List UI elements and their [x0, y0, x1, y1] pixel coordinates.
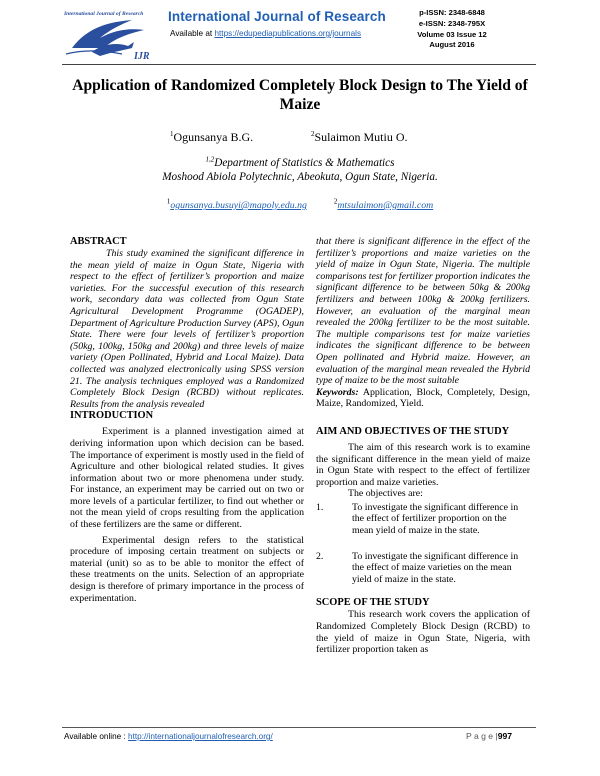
right-column	[316, 236, 530, 656]
logo-mark: IJR	[134, 51, 150, 62]
author-1-affiliation: 1	[170, 130, 174, 138]
p-issn: p-ISSN: 2348-6848	[419, 8, 485, 17]
page-indicator	[466, 731, 512, 741]
page-number: 997	[497, 731, 513, 741]
scope-text: This research work covers the application of Randomized Completely Block Design (RCBD) to the yield of maize in Ogun State, Nigeria, with fertilizer proportion taken as	[316, 609, 530, 656]
availability-line	[170, 29, 361, 38]
footer-availability	[64, 732, 273, 741]
abstract-text: This study examined the significant difference in the mean yield of maize in Ogun State, Nigeria with respect to the effect of fertilizer’s proportion and maize varieties. For the successful execution of this research work, secondary data was collected from Ogun State Agricultural Development Programme (OGADEP), Department of Agriculture Production Survey (APS), Ogun State. There were four levels of fertilizer’s proportion (50kg, 100kg, 150kg and 200kg) and three levels of maize variety (Open Pollinated, Hybrid and Local Maize). Data collected was analyzed electronically using SPSS version 21. The analysis techniques employed was a Randomized Completely Block Design (RCBD) without replicates. Results from the analysis revealed	[70, 248, 304, 410]
logo-graphic	[62, 8, 166, 62]
objective-number: 2.	[316, 550, 324, 562]
header-divider	[62, 64, 536, 65]
author-emails	[80, 197, 520, 211]
available-prefix: Available at	[170, 29, 215, 38]
scope-heading: SCOPE OF THE STUDY	[316, 597, 430, 609]
department-affiliation: 1,2	[205, 155, 215, 164]
abstract-heading: ABSTRACT	[70, 236, 127, 247]
email-2-affiliation: 2	[333, 197, 338, 206]
page-label: P a g e |	[466, 731, 498, 741]
objectives-intro: The objectives are:	[348, 488, 423, 500]
footer-available-label: Available online :	[64, 732, 129, 741]
objective-text: To investigate the significant difference in the effect of maize varieties on the mean yield of maize in the state.	[352, 550, 519, 585]
aim-heading: AIM AND OBJECTIVES OF THE STUDY	[316, 425, 510, 437]
issn-block	[393, 8, 511, 51]
journal-title: International Journal of Research	[168, 9, 386, 24]
keywords	[316, 387, 530, 410]
logo-top-text: International Journal of Research	[64, 11, 144, 17]
objective-item	[316, 502, 530, 537]
e-issn: e-ISSN: 2348-795X	[418, 18, 486, 28]
volume-issue: Volume 03 Issue 12	[417, 29, 487, 39]
objective-number: 1.	[316, 501, 324, 513]
intro-paragraph-2: Experimental design refers to the statistical procedure of imposing certain treatment on subjects or material (unit) so as to be able to monitor the effect of these treatments on the units. Selection of an appropriate design is therefore of primary importance in the process of experimentation.	[70, 534, 304, 604]
keywords-list: Application, Block, Completely, Design, Maize, Randomized, Yield.	[316, 386, 530, 410]
author-2	[311, 130, 408, 145]
left-column	[70, 236, 304, 604]
keywords-label: Keywords:	[316, 386, 359, 398]
author-2-affiliation: 2	[311, 130, 315, 138]
email-1-link[interactable]: ogunsanya.busuyi@mapoly.edu.ng	[170, 200, 307, 211]
author-2-name: Sulaimon Mutiu O.	[314, 130, 408, 144]
introduction-heading: INTRODUCTION	[70, 410, 154, 422]
affiliation-block	[80, 156, 520, 184]
journal-logo	[62, 8, 166, 62]
intro-paragraph-1: Experiment is a planned investigation aimed at deriving information upon which decision can be based. The importance of experiment is mostly used in the field of Agriculture and other biological related studies. It gives information about two or more phenomena under study. For instance, an experiment may be carried out on two or more levels of a particular fertilizer, to find out whether or not the mean yield of crops resulting from the application of these fertilizers are the same or different.	[70, 426, 305, 531]
department-name: Department of Statistics & Mathematics	[214, 157, 395, 169]
abstract-continuation: that there is significant difference in the effect of the fertilizer’s proportions and maize varieties on the yield of maize in Ogun State, Nigeria. The multiple comparisons test for fertilizer proportion indicates the significant difference to be between 50kg & 200kg fertilizers and between 100kg & 200kg fertilizers. However, an evaluation of the marginal mean revealed the 200kg fertilizer to be the most suitable. The multiple comparisons test for maize varieties indicates the significant difference to be between Open pollinated and Hybrid maize. However, an evaluation of the marginal mean revealed the Hybrid type of maize to be the most suitable	[316, 236, 531, 387]
footer-url-link[interactable]: http://internationaljournalofresearch.org/	[128, 732, 273, 741]
aim-text: The aim of this research work is to examine the significant difference in the mean yield of maize in Ogun State with respect to the effect of fertilizer proportion and maize varieties.	[316, 441, 530, 488]
email-1-affiliation: 1	[166, 197, 171, 206]
email-2-link[interactable]: mtsulaimon@gmail.com	[337, 200, 434, 211]
author-1-name: Ogunsanya B.G.	[173, 130, 254, 144]
objective-text: To investigate the significant difference in the effect of fertilizer proportion on the mean yield of maize in the state.	[352, 501, 519, 537]
footer-divider	[62, 727, 536, 728]
institution-name: Moshood Abiola Polytechnic, Abeokuta, Ogun State, Nigeria.	[162, 171, 438, 183]
issue-date: August 2016	[429, 40, 475, 50]
objective-item	[316, 551, 530, 586]
journal-url-link[interactable]: https://edupediapublications.org/journals	[214, 29, 362, 38]
author-1	[170, 130, 253, 145]
paper-title: Application of Randomized Completely Block Design to The Yield of Maize	[72, 77, 528, 113]
